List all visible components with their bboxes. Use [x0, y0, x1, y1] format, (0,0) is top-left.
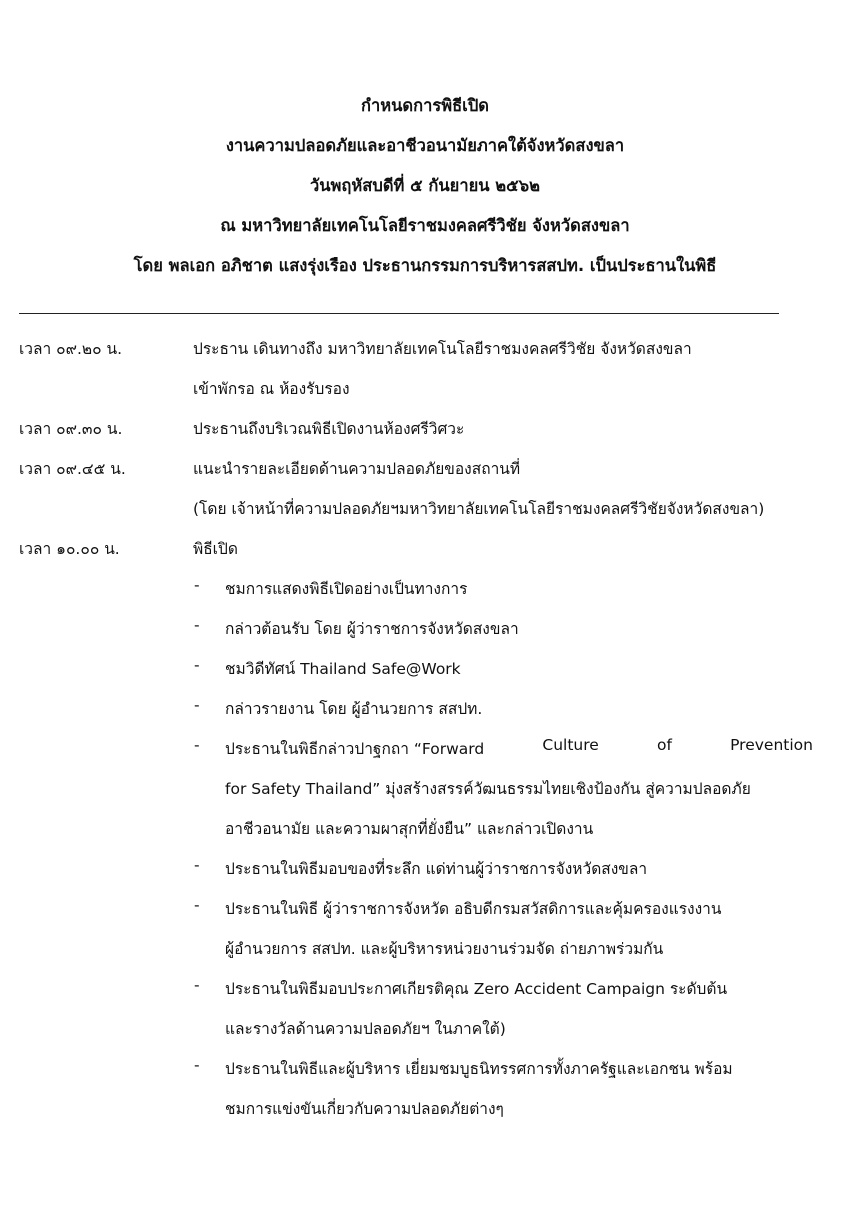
bullet-item-continuation: ชมการแข่งขันเกี่ยวกับความปลอดภัยต่างๆ — [225, 1100, 504, 1118]
event-chair: โดย พลเอก อภิชาต แสงรุ่งเรือง ประธานกรรมการบริหารสสปท. เป็นประธานในพิธี — [133, 256, 717, 275]
bullet-dash: - — [194, 616, 200, 634]
event-date: วันพฤหัสบดีที่ ๕ กันยายน ๒๕๖๒ — [309, 176, 540, 195]
bullet-item-justified-line — [225, 736, 813, 761]
bullet-item-continuation: ผู้อำนวยการ สสปท. และผู้บริหารหน่วยงานร่วมจัด ถ่ายภาพร่วมกัน — [225, 940, 664, 958]
bullet-dash: - — [194, 736, 200, 754]
bullet-item: ชมวิดีทัศน์ Thailand Safe@Work — [225, 660, 461, 678]
schedule-text-1a: ประธาน เดินทางถึง มหาวิทยาลัยเทคโนโลยีราชมงคลศรีวิชัย จังหวัดสงขลา — [193, 340, 692, 358]
bullet-item-continuation: for Safety Thailand” มุ่งสร้างสรรค์วัฒนธรรมไทยเชิงป้องกัน สู่ความปลอดภัย — [225, 780, 751, 798]
bullet-dash: - — [194, 656, 200, 674]
bullet-dash: - — [194, 896, 200, 914]
bullet-dash: - — [194, 856, 200, 874]
bullet-item: กล่าวต้อนรับ โดย ผู้ว่าราชการจังหวัดสงขลา — [225, 620, 519, 638]
bullet-item-continuation: และรางวัลด้านความปลอดภัยฯ ในภาคใต้) — [225, 1020, 506, 1038]
bullet-dash: - — [194, 696, 200, 714]
bullet-item: ประธานในพิธีมอบของที่ระลึก แด่ท่านผู้ว่าราชการจังหวัดสงขลา — [225, 860, 648, 878]
bullet-dash: - — [194, 576, 200, 594]
bullet-item: กล่าวรายงาน โดย ผู้อำนวยการ สสปท. — [225, 700, 483, 718]
bullet-dash: - — [194, 1056, 200, 1074]
document-title: กำหนดการพิธีเปิด — [360, 96, 490, 115]
schedule-text-3a: แนะนำรายละเอียดด้านความปลอดภัยของสถานที่ — [193, 460, 521, 478]
bullet-item: ประธานในพิธีและผู้บริหาร เยี่ยมชมบูธนิทรรศการทั้งภาครัฐและเอกชน พร้อม — [225, 1060, 733, 1078]
schedule-time-3: เวลา ๐๙.๔๕ น. — [19, 460, 126, 478]
header-divider — [19, 313, 779, 314]
schedule-text-2a: ประธานถึงบริเวณพิธีเปิดงานห้องศรีวิศวะ — [193, 420, 465, 438]
schedule-text-4a: พิธีเปิด — [193, 540, 238, 558]
schedule-time-2: เวลา ๐๙.๓๐ น. — [19, 420, 123, 438]
event-venue: ณ มหาวิทยาลัยเทคโนโลยีราชมงคลศรีวิชัย จังหวัดสงขลา — [220, 216, 630, 235]
bullet-word: ประธานในพิธีกล่าวปาฐกถา “Forward — [225, 740, 485, 758]
schedule-text-3b: (โดย เจ้าหน้าที่ความปลอดภัยฯมหาวิทยาลัยเทคโนโลยีราชมงคลศรีวิชัยจังหวัดสงขลา) — [193, 500, 765, 518]
schedule-time-1: เวลา ๐๙.๒๐ น. — [19, 340, 122, 358]
bullet-item: ประธานในพิธีมอบประกาศเกียรติคุณ Zero Accident Campaign ระดับต้น — [225, 980, 728, 998]
schedule-time-4: เวลา ๑๐.๐๐ น. — [19, 540, 120, 558]
bullet-word: Culture — [542, 736, 599, 754]
bullet-word: Prevention — [730, 736, 813, 754]
bullet-dash: - — [194, 976, 200, 994]
bullet-word: of — [657, 736, 672, 754]
bullet-item: ประธานในพิธี ผู้ว่าราชการจังหวัด อธิบดีกรมสวัสดิการและคุ้มครองแรงงาน — [225, 900, 722, 918]
event-name: งานความปลอดภัยและอาชีวอนามัยภาคใต้จังหวัดสงขลา — [225, 136, 625, 155]
schedule-text-1b: เข้าพักรอ ณ ห้องรับรอง — [193, 380, 350, 398]
bullet-item: ชมการแสดงพิธีเปิดอย่างเป็นทางการ — [225, 580, 468, 598]
bullet-item-continuation: อาชีวอนามัย และความผาสุกที่ยั่งยืน” และกล่าวเปิดงาน — [225, 820, 594, 838]
